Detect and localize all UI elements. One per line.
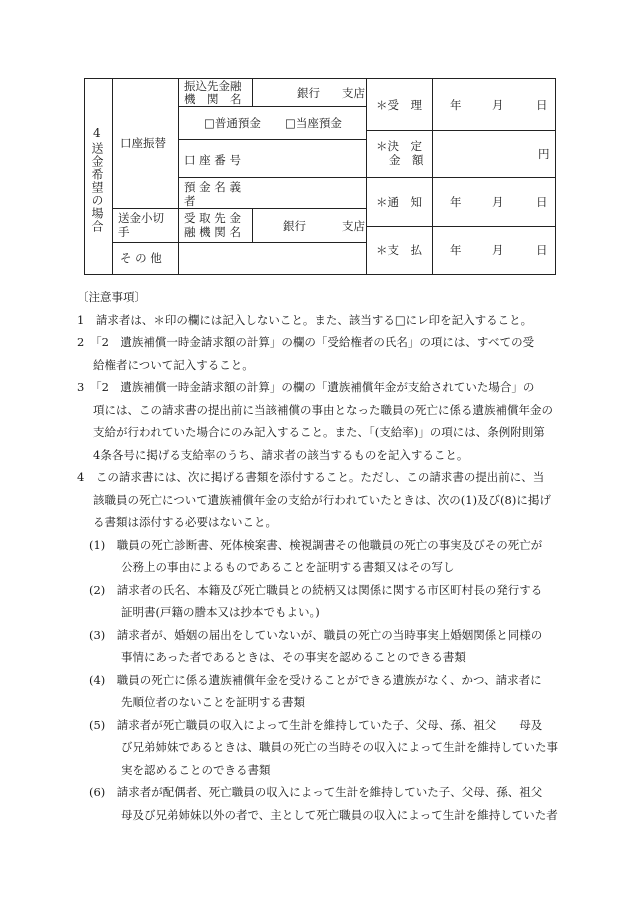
note-item: (3) 請求者が、婚姻の届出をしていないが、職員の死亡の当時事実上婚姻関係と同様の [89,627,543,642]
meigi-label-2: 者 [184,194,196,208]
grid-line [112,78,113,274]
note-item: (6) 請求者が配偶者、死亡職員の収入によって生計を維持していた子、父母、孫、祖父 [89,785,543,799]
note-line: る書類は添付する必要はないこと。 [93,515,277,529]
note-item-cont: 証明書(戸籍の謄本又は抄本でもよい。) [121,605,320,619]
toza-checkbox[interactable]: □当座預金 [285,116,342,130]
sonota-label: そ の 他 [120,251,162,265]
remittance-table [84,78,556,274]
meigi-label-1: 預 金 名 義 [184,180,241,194]
futsu-checkbox[interactable]: □普通預金 [204,116,261,130]
note-line: 2 「2 遺族補償一時金請求額の計算」の欄の「受給権者の氏名」の項には、すべての受 [77,335,535,349]
yen-label: 円 [538,147,550,161]
tsuchi-day: 日 [536,195,548,209]
juri-year: 年 [450,98,462,112]
juri-month: 月 [492,98,504,112]
grid-line [366,177,556,178]
grid-line [112,242,366,243]
note-line: 1 請求者は、＊印の欄には記入しないこと。また、該当する□にレ印を記入すること。 [77,312,533,327]
uketori-bank-label: 銀行 [283,219,306,233]
grid-line [366,78,367,274]
uketori-label-1: 受 取 先 金 [184,211,241,225]
tsuchi-label: ＊通 知 [376,195,422,209]
grid-line [178,139,366,140]
note-line: 4条各号に掲げる支給率のうち、請求者の該当するものを記入すること。 [93,447,469,462]
grid-line [252,78,253,106]
bank-label: 銀行 [297,86,320,100]
note-line: 給権者について記入すること。 [93,357,254,372]
shiharai-day: 日 [536,243,548,257]
note-item: (1) 職員の死亡診断書、死体検案書、検視調書その他職員の死亡の事実及びその死亡が [89,537,543,552]
grid-line [432,78,433,274]
section-number: 4 [93,126,101,140]
kettei-label-1: ＊決 定 [376,139,422,153]
table-border-right [555,78,556,274]
grid-line [366,130,556,131]
tsuchi-month: 月 [492,195,504,209]
branch-label: 支店 [342,86,365,100]
note-item: (2) 請求者の氏名、本籍及び死亡職員との続柄又は関係に関する市区町村長の発行する [89,582,543,597]
grid-line [178,177,366,178]
note-item-cont: 実を認めることのできる書類 [121,762,271,777]
note-item: (4) 職員の死亡に係る遺族補償年金を受けることができる遺族がなく、かつ、請求者に [89,672,542,687]
grid-line [178,78,179,274]
table-border-top [84,78,556,79]
note-item-cont: 事情にあった者であるときは、その事実を認めることのできる書類 [121,650,466,664]
note-item-cont: 公務上の事由によるものであることを証明する書類又はその写し [121,560,455,574]
note-item-cont: 母及び兄弟姉妹以外の者で、主として死亡職員の収入によって生計を維持していた者 [121,807,558,822]
note-item-cont: 先順位者のないことを証明する書類 [121,695,305,709]
uketori-label-2: 融 機 関 名 [184,225,241,239]
note-line: 該職員の死亡について遺族補償年金の支給が行われていたときは、次の(1)及び(8)に掲げ [93,492,551,507]
koza-bango-label: 口 座 番 号 [184,153,241,167]
notes-section [77,286,557,826]
grid-line [252,208,253,242]
kettei-label-2: 金 額 [389,153,424,167]
sokin-kogitte-label-1: 送金小切 [118,211,164,225]
note-item-cont: び兄弟姉妹であるときは、職員の死亡の当時その収入によって生計を維持していた事 [121,740,558,754]
juri-label: ＊受 理 [376,98,422,112]
note-line: 項には、この請求書の提出前に当該補償の事由となった職員の死亡に係る遺族補償年金の [93,402,553,417]
tsuchi-year: 年 [450,195,462,209]
sokin-kogitte-label-2: 手 [118,225,130,239]
shiharai-label: ＊支 払 [376,243,422,257]
section-label: 送金希望の場合 [90,142,104,233]
note-item: (5) 請求者が死亡職員の収入によって生計を維持していた子、父母、孫、祖父 母及 [89,717,543,732]
shiharai-year: 年 [450,243,462,257]
furikomi-label-2: 機 関 名 [184,92,242,106]
juri-day: 日 [536,98,548,112]
table-border-bottom [84,274,556,275]
note-line: 支給が行われていた場合にのみ記入すること。また、「(支給率)」の項には、条例附則第 [93,425,545,439]
koza-furikae-label: 口座振替 [120,136,166,150]
shiharai-month: 月 [492,243,504,257]
grid-line [112,208,366,209]
furikomi-label-1: 振込先金融 [184,79,242,93]
notes-heading: 〔注意事項〕 [77,290,146,304]
table-border-left [84,78,85,274]
note-line: 4 この請求書には、次に掲げる書類を添付すること。ただし、この請求書の提出前に、当 [77,470,545,484]
uketori-branch-label: 支店 [342,219,365,233]
grid-line [366,226,556,227]
note-line: 3 「2 遺族補償一時金請求額の計算」の欄の「遺族補償年金が支給されていた場合」の [77,380,535,394]
